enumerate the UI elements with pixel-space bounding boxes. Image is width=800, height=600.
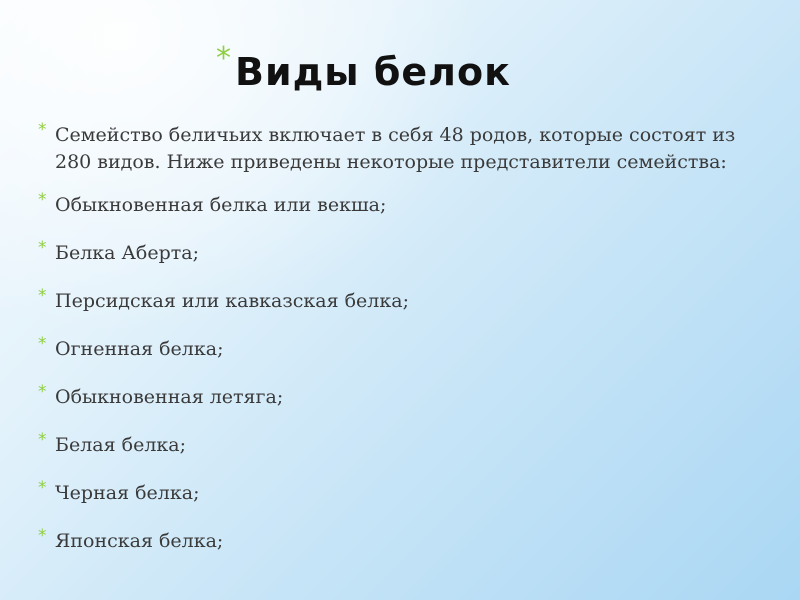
intro-text: Семейство беличьих включает в себя 48 родов, которые состоят из 280 видов. Ниже приведены некоторые представители семейства: bbox=[55, 124, 736, 173]
list-item-label: Персидская или кавказская белка; bbox=[55, 290, 409, 312]
list-item-intro bbox=[38, 122, 738, 176]
asterisk-bullet-icon: * bbox=[38, 238, 47, 258]
asterisk-bullet-icon: * bbox=[216, 41, 231, 76]
list-item-label: Огненная белка; bbox=[55, 338, 224, 360]
list-item bbox=[38, 192, 738, 223]
list-item-label: Белая белка; bbox=[55, 434, 186, 456]
list-item bbox=[38, 336, 738, 367]
list-item-label: Черная белка; bbox=[55, 482, 200, 504]
slide-title: Виды белок bbox=[235, 50, 511, 94]
list-item-label: Японская белка; bbox=[55, 530, 224, 552]
asterisk-bullet-icon: * bbox=[38, 334, 47, 354]
list-item bbox=[38, 240, 738, 271]
asterisk-bullet-icon: * bbox=[38, 382, 47, 402]
asterisk-bullet-icon: * bbox=[38, 190, 47, 210]
list-item bbox=[38, 480, 738, 511]
title-block bbox=[216, 41, 511, 104]
asterisk-bullet-icon: * bbox=[38, 430, 47, 450]
list-item bbox=[38, 384, 738, 415]
asterisk-bullet-icon: * bbox=[38, 120, 47, 140]
list-item-label: Белка Аберта; bbox=[55, 242, 199, 264]
list-item bbox=[38, 528, 738, 559]
list-item bbox=[38, 288, 738, 319]
asterisk-bullet-icon: * bbox=[38, 478, 47, 498]
asterisk-bullet-icon: * bbox=[38, 286, 47, 306]
list-item-label: Обыкновенная летяга; bbox=[55, 386, 284, 408]
list-item-label: Обыкновенная белка или векша; bbox=[55, 194, 387, 216]
asterisk-bullet-icon: * bbox=[38, 526, 47, 546]
bullet-list bbox=[38, 122, 738, 576]
list-item bbox=[38, 432, 738, 463]
